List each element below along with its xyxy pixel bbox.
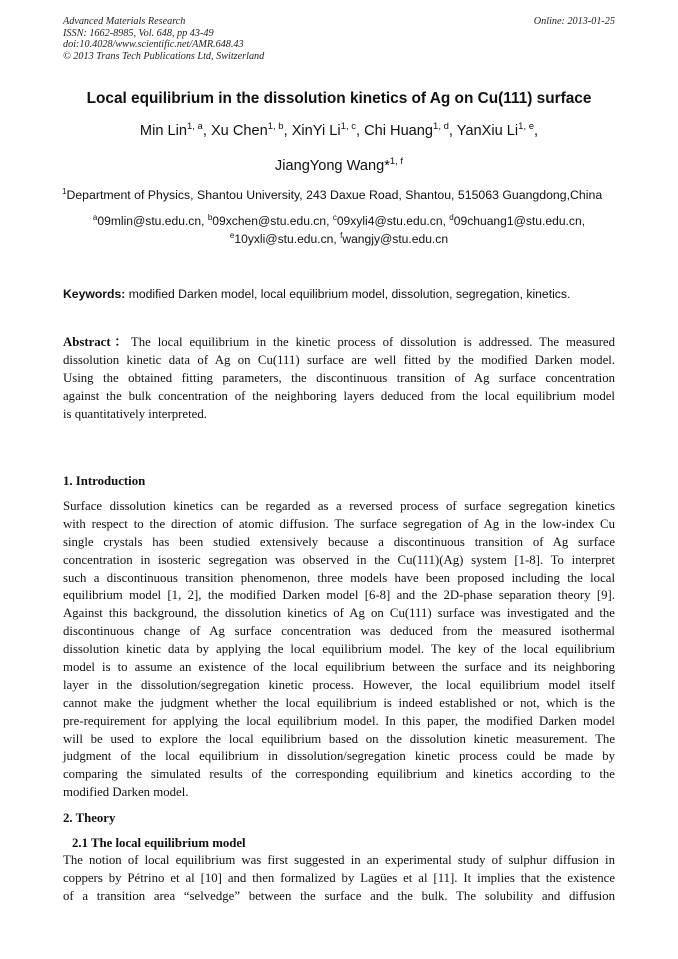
body-line: layer in the dissolution/segregation kinetic process. However, the local equilibrium model itself [63, 677, 615, 692]
abstract-line-text: The local equilibrium in the kinetic process of dissolution is addressed. The measured [130, 335, 615, 349]
abstract-label: Abstract： [63, 335, 131, 349]
email-address[interactable]: 09chuang1@stu.edu.cn [453, 214, 582, 228]
affiliation-text: Department of Physics, Shantou University, 243 Daxue Road, Shantou, 515063 Guangdong,China [66, 188, 603, 202]
body-line: equilibrium model [1, 2], the modified Darken model [6-8] and the 2D-phase separation theory [9]. [63, 588, 615, 603]
body-line: The notion of local equilibrium was first suggested in an experimental study of sulphur diffusion in [63, 853, 615, 867]
body-line: dissolution kinetic data by applying the local equilibrium model. The key of the local equilibrium [63, 642, 615, 657]
body-line: single crystals has been studied extensively because a discontinuous transition of Ag surface [63, 534, 615, 549]
author-sup: 1, b [267, 121, 284, 132]
author-sup: 1, e [518, 121, 535, 132]
author-name: Xu Chen [210, 123, 268, 139]
body-line: such a discontinuous transition phenomenon, three models have been proposed including the local [63, 570, 615, 585]
section-heading-theory: 2. Theory [63, 811, 116, 825]
keywords [63, 286, 623, 302]
author-name: Min Lin [139, 123, 187, 139]
author-name: JiangYong Wang* [274, 158, 390, 174]
body-line: coppers by Pétrino et al [10] and then formalized by Lagües et al [11]. It implies that the existence [63, 870, 615, 885]
email-sup: c [332, 213, 337, 222]
introduction-paragraph [63, 498, 615, 802]
abstract-line [63, 334, 615, 352]
body-line: comparing the simulated results of the corresponding equilibrium and kinetics according to the [63, 767, 615, 782]
email-sup: a [92, 213, 98, 222]
body-line: with respect to the direction of atomic diffusion. The surface segregation of Ag in the low-index Cu [63, 516, 615, 531]
email-line-2: $^e$10yxli@stu.edu.cn, $^f$wangjy@stu.edu.cn [229, 231, 449, 246]
abstract-line: is quantitatively interpreted. [63, 406, 207, 421]
abstract [63, 334, 615, 423]
email-address[interactable]: 09xyli4@stu.edu.cn [336, 214, 443, 228]
journal-doi: doi:10.4028/www.scientific.net/AMR.648.43 [63, 39, 244, 51]
author-line-2 [0, 157, 678, 175]
journal-name: Advanced Materials Research [63, 16, 186, 27]
email-sup: e [229, 231, 235, 240]
abstract-line: against the bulk concentration of the neighboring layers deduced from the local equilibrium model [63, 388, 615, 403]
email-line-1: $^a$09mlin@stu.edu.cn, $^b$09xchen@stu.edu.cn, $^c$09xyli4@stu.edu.cn, $^d$09chuang1@stu.edu.cn, [92, 213, 586, 228]
body-line: pre-requirement for applying the local equilibrium model. In this paper, the modified Darken model [63, 713, 615, 728]
subsection-heading-local-equilibrium: 2.1 The local equilibrium model [72, 836, 246, 850]
online-date: Online: 2013-01-25 [533, 16, 615, 27]
author-sup: 1, d [433, 121, 449, 132]
section-heading-introduction: 1. Introduction [63, 474, 146, 488]
affiliation [62, 187, 622, 203]
author-line-1: Min Lin$^{1, a}$, Xu Chen$^{1, b}$, XinYi Li$^{1, c}$, Chi Huang$^{1, d}$, YanXiu Li$^{1, e}$, [139, 121, 539, 139]
author-name: XinYi Li [291, 123, 341, 139]
email-sup: f [340, 231, 343, 240]
body-line: modified Darken model. [63, 785, 189, 800]
email-sup: b [207, 213, 213, 222]
email-address[interactable]: 09mlin@stu.edu.cn [97, 214, 202, 228]
journal-copyright: © 2013 Trans Tech Publications Ltd, Switzerland [63, 50, 265, 62]
body-line: discontinuous change of Ag surface concentration was deduced from the measured isothermal [63, 624, 615, 639]
theory-paragraph [63, 852, 615, 906]
abstract-line: dissolution kinetic data of Ag on Cu(111) surface are well fitted by the modified Darken model. [63, 352, 615, 367]
body-line: concentration in isosteric segregation was observed in the Cu(111)(Ag) system [1-8]. To interpret [63, 552, 615, 567]
journal-header [63, 16, 615, 62]
author-sup: 1, c [340, 121, 356, 132]
journal-issn: ISSN: 1662-8985, Vol. 648, pp 43-49 [63, 27, 214, 39]
paper-title: Local equilibrium in the dissolution kinetics of Ag on Cu(111) surface [86, 90, 592, 107]
email-address[interactable]: wangjy@stu.edu.cn [342, 232, 449, 246]
body-line: of a transition area “selvedge” between the surface and the bulk. The solubility and diffusion [63, 888, 615, 903]
body-line: Surface dissolution kinetics can be regarded as a reversed process of surface segregation kinetics [63, 499, 615, 513]
author-name: YanXiu Li [456, 123, 519, 139]
email-sup: d [449, 213, 454, 222]
abstract-line: Using the obtained fitting parameters, the discontinuous transition of Ag surface concentration [63, 370, 615, 385]
keywords-text: modified Darken model, local equilibrium model, dissolution, segregation, kinetics. [128, 287, 571, 301]
keywords-label: Keywords: [63, 287, 126, 301]
body-line: cannot make the judgment whether the local equilibrium is indeed established or not, which is the [63, 695, 615, 710]
body-line: will be used to explore the local equilibrium based on the dissolution kinetic measurement. The [63, 731, 615, 746]
author-sup: 1, f [389, 156, 404, 167]
author-name: Chi Huang [364, 123, 434, 139]
author-sup: 1, a [186, 121, 203, 132]
body-line: judgment of the local equilibrium in dissolution/segregation kinetic process could be made by [63, 749, 615, 764]
body-line: Against this background, the dissolution kinetics of Ag on Cu(111) surface was investigated and the [63, 606, 615, 621]
body-line: model is to assume an existence of the local equilibrium between the surface and its neighboring [63, 660, 615, 675]
affiliation-sup: 1 [62, 187, 67, 196]
email-address[interactable]: 09xchen@stu.edu.cn [212, 214, 327, 228]
email-address[interactable]: 10yxli@stu.edu.cn [234, 232, 334, 246]
